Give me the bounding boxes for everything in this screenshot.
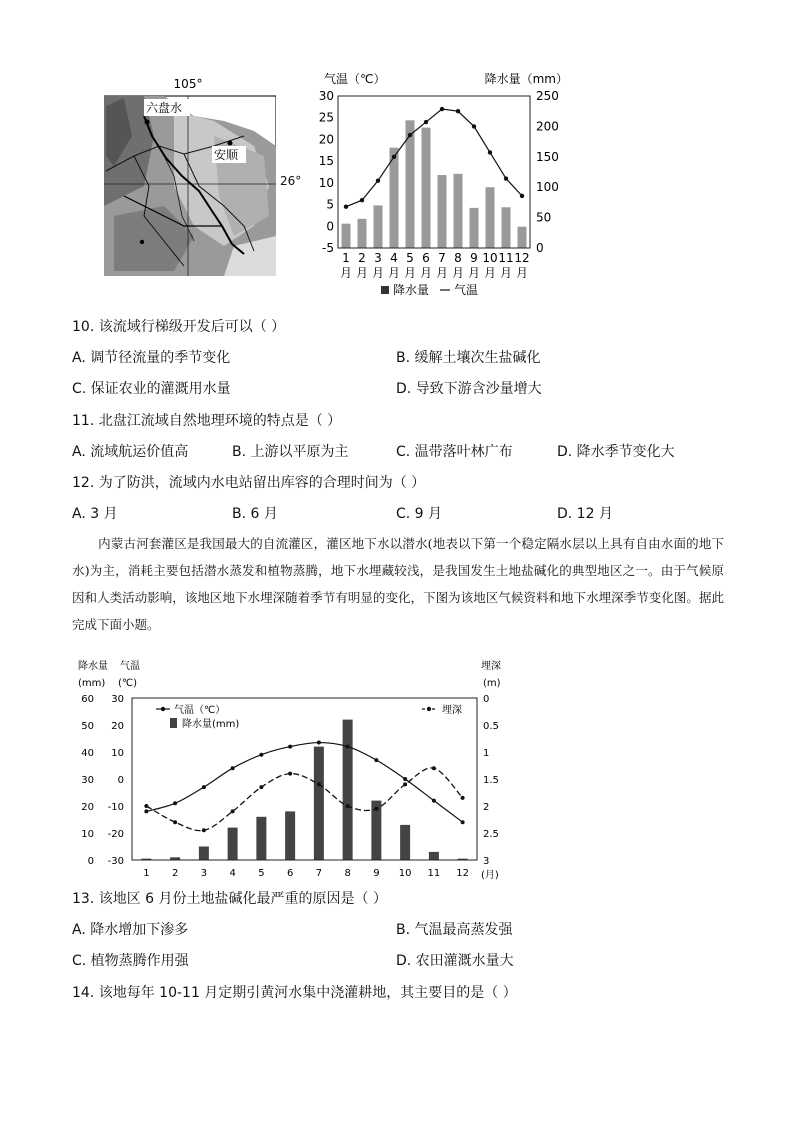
chart1-temp-point — [360, 198, 364, 202]
chart1-precip-bar — [390, 148, 399, 248]
chart1-month-unit: 月 — [483, 266, 497, 280]
q10-option-c[interactable]: C. 保证农业的灌溉用水量 — [72, 381, 231, 397]
chart2-legend-precip: 降水量(mm) — [182, 719, 240, 730]
chart2-precip-tick: 20 — [81, 802, 94, 813]
chart1-month-unit: 月 — [355, 266, 369, 280]
chart2-precip-bar — [429, 852, 439, 860]
chart1-precip-tick: 200 — [536, 119, 559, 134]
chart2-temp-point — [403, 777, 407, 781]
chart1-month-number: 1 — [342, 251, 350, 265]
chart1-temp-tick: 0 — [326, 219, 334, 234]
chart2-depth-label-2: (m) — [483, 678, 501, 689]
chart1-temp-point — [376, 178, 380, 182]
chart1-month-number: 8 — [454, 251, 462, 265]
chart2-depth-label-1: 埋深 — [481, 661, 501, 672]
chart1-precip-bar — [342, 224, 351, 248]
chart2-temp-tick: 20 — [111, 721, 124, 732]
chart2-temp-point — [346, 745, 350, 749]
chart1-temp-point — [344, 205, 348, 209]
chart1-precip-bar — [438, 175, 447, 248]
chart2-depth-point — [231, 809, 235, 813]
chart2-month-label: 3 — [200, 868, 208, 879]
chart1-temp-tick: 15 — [318, 154, 334, 169]
chart1-legend — [381, 282, 478, 297]
chart2-temp-tick: 10 — [111, 748, 124, 759]
chart2-month-label: 2 — [171, 868, 179, 879]
chart1-month-number: 9 — [470, 251, 478, 265]
chart2-precip-tick: 0 — [87, 856, 94, 867]
basin-map — [104, 76, 302, 276]
passage-text: 内蒙古河套灌区是我国最大的自流灌区，灌区地下水以潜水(地表以下第一个稳定隔水层以上具有自由水面的地下水)为主，消耗主要包括潜水蒸发和植物蒸腾，地下水埋藏较浅，是我国发生土地盐碱化的典型地区之一。由于气候原因和人类活动影响，该地区地下水埋深随着季节有明显的变化，下图为该地区气候资料和地下水埋深季节变化图。据此完成下面小题。 — [72, 536, 724, 632]
chart2-depth-tick: 0 — [483, 694, 490, 705]
chart2-depth-tick: 0.5 — [483, 721, 499, 732]
chart2-precip-bar — [285, 811, 295, 860]
chart2-temp-point — [231, 766, 235, 770]
chart1-temp-tick: 25 — [318, 110, 334, 125]
q12-option-a[interactable]: A. 3 月 — [72, 506, 118, 522]
chart2-temp-tick: 0 — [117, 775, 124, 786]
chart2-depth-point — [202, 828, 206, 832]
chart2-month-label: 9 — [373, 868, 380, 879]
chart1-month-number: 5 — [406, 251, 414, 265]
chart2-precip-tick: 40 — [81, 748, 94, 759]
chart2-precip-tick: 50 — [81, 721, 94, 732]
label-liupanshui: 六盘水 — [146, 101, 183, 115]
q12-option-c[interactable]: C. 9 月 — [396, 506, 443, 522]
chart1-precip-bar — [518, 227, 527, 248]
chart2-depth-point — [346, 804, 350, 808]
chart1-precip-tick: 0 — [536, 241, 544, 255]
chart2-precip-bar — [256, 817, 266, 860]
chart1-month-unit: 月 — [387, 266, 401, 280]
chart2-legend — [156, 703, 462, 730]
chart2-precip-bar — [199, 847, 209, 861]
chart2-month-label: 12 — [456, 868, 469, 879]
q12-stem: 12. 为了防洪，流域内水电站留出库容的合理时间为（ ） — [72, 475, 426, 491]
chart1-temp-point — [456, 109, 460, 113]
chart2-temp-point — [259, 753, 263, 757]
chart1-month-unit: 月 — [371, 266, 385, 280]
chart2-depth-point — [259, 785, 263, 789]
chart2-depth-tick: 3 — [483, 856, 490, 867]
chart2-depth-tick: 1.5 — [483, 775, 499, 786]
chart1-month-unit: 月 — [403, 266, 417, 280]
chart2-depth-point — [317, 782, 321, 786]
chart2-temp-point — [144, 809, 148, 813]
chart1-month-unit: 月 — [419, 266, 433, 280]
longitude-label: 105° — [173, 77, 203, 91]
chart1-month-unit: 月 — [515, 266, 529, 280]
label-anshun: 安顺 — [214, 148, 239, 162]
q12-option-d[interactable]: D. 12 月 — [557, 506, 613, 522]
chart2-precip-label-1: 降水量 — [78, 661, 108, 672]
chart2-month-label: 7 — [315, 868, 323, 879]
chart2-temp-point — [173, 801, 177, 805]
q10-option-b[interactable]: B. 缓解土壤次生盐碱化 — [396, 350, 541, 366]
chart2-precip-bar — [343, 720, 353, 860]
q10-option-d[interactable]: D. 导致下游含沙量增大 — [396, 381, 542, 397]
chart1-month-unit: 月 — [339, 266, 353, 280]
chart2-temp-tick: -20 — [107, 829, 124, 840]
latitude-label: 26° — [280, 174, 302, 188]
chart1-left-axis-label: 气温（℃） — [324, 72, 386, 86]
chart2-month-label: 11 — [427, 868, 441, 879]
chart1-temp-point — [520, 194, 524, 198]
chart2-temp-label-1: 气温 — [120, 661, 140, 672]
chart2-temp-tick: 30 — [111, 694, 124, 705]
chart2-month-label: 10 — [398, 868, 412, 879]
q10-option-a[interactable]: A. 调节径流量的季节变化 — [72, 350, 231, 366]
chart1-temp-tick: 20 — [318, 132, 334, 147]
q11-option-b[interactable]: B. 上游以平原为主 — [232, 444, 349, 460]
chart2-precip-bar — [314, 747, 324, 860]
chart1-month-number: 10 — [482, 251, 498, 265]
q11-option-a[interactable]: A. 流域航运价值高 — [72, 444, 189, 460]
chart2-depth-point — [173, 820, 177, 824]
chart1-temp-tick: 5 — [326, 197, 334, 212]
chart2-temp-point — [432, 799, 436, 803]
chart2-legend-depth: 埋深 — [442, 705, 462, 716]
chart1-temp-point — [472, 124, 476, 128]
chart1-month-unit: 月 — [499, 266, 513, 280]
chart2-depth-point — [461, 796, 465, 800]
q13-option-b[interactable]: B. 气温最高蒸发强 — [396, 922, 513, 938]
chart2-month-label: 6 — [286, 868, 294, 879]
q14-stem: 14. 该地每年 10-11 月定期引黄河水集中浇灌耕地，其主要目的是（ ） — [72, 985, 517, 1001]
chart2-depth-line — [146, 768, 462, 831]
chart2-temp-point — [288, 745, 292, 749]
chart2-temp-point — [374, 758, 378, 762]
chart2-legend-temp: 气温（℃） — [174, 705, 226, 716]
chart2-temp-point — [461, 820, 465, 824]
chart2-precip-tick: 10 — [81, 829, 94, 840]
chart1-precip-bar — [502, 207, 511, 248]
chart2-depth-point — [374, 807, 378, 811]
chart2-temp-point — [317, 741, 321, 745]
chart2-depth-point — [144, 804, 148, 808]
chart1-month-number: 12 — [514, 251, 530, 265]
chart1-precip-tick: 150 — [536, 149, 559, 164]
chart1-precip-tick: 250 — [536, 89, 559, 103]
chart2-temp-label-2: (℃) — [118, 678, 138, 689]
chart2-precip-bar — [400, 825, 410, 860]
chart1-temp-point — [408, 133, 412, 137]
chart1-month-number: 6 — [422, 251, 430, 265]
chart2-precip-label-2: (mm) — [78, 678, 106, 689]
chart1-month-unit: 月 — [467, 266, 481, 280]
chart2-temp-tick: -30 — [107, 856, 124, 867]
chart1-month-number: 7 — [438, 251, 446, 265]
chart1-month-number: 3 — [374, 251, 382, 265]
climate-chart-1 — [318, 68, 568, 302]
chart1-precip-bar — [422, 128, 431, 248]
chart1-precip-bar — [358, 219, 367, 248]
chart2-month-label: 1 — [143, 868, 150, 879]
chart1-legend-temp: 气温 — [454, 283, 479, 297]
chart1-temp-point — [504, 176, 508, 180]
chart1-month-unit: 月 — [451, 266, 465, 280]
chart2-month-label: 8 — [344, 868, 351, 879]
q13-option-c[interactable]: C. 植物蒸腾作用强 — [72, 953, 189, 969]
chart1-temp-tick: -5 — [322, 241, 334, 255]
q11-stem: 11. 北盘江流域自然地理环境的特点是（ ） — [72, 413, 342, 429]
q12-option-b[interactable]: B. 6 月 — [232, 506, 278, 522]
chart2-x-unit: (月) — [481, 870, 499, 880]
chart1-month-number: 11 — [498, 251, 514, 265]
chart1-right-axis-label: 降水量（mm） — [484, 72, 568, 86]
chart1-precip-bar — [374, 205, 383, 248]
chart1-precip-bar — [470, 208, 479, 248]
chart1-temp-point — [424, 120, 428, 124]
chart2-temp-line — [146, 743, 462, 823]
q13-stem: 13. 该地区 6 月份土地盐碱化最严重的原因是（ ） — [72, 891, 387, 907]
chart1-temp-point — [392, 155, 396, 159]
q10-stem: 10. 该流域行梯级开发后可以（ ） — [72, 319, 286, 335]
chart1-precip-tick: 100 — [536, 180, 559, 195]
chart1-month-number: 2 — [358, 251, 366, 265]
chart1-month-number: 4 — [390, 251, 398, 265]
chart1-precip-bar — [486, 187, 495, 248]
chart1-legend-precip: 降水量 — [393, 283, 430, 297]
chart2-depth-tick: 2.5 — [483, 829, 499, 840]
q13-option-d[interactable]: D. 农田灌溉水量大 — [396, 953, 514, 969]
chart1-precip-tick: 50 — [536, 210, 552, 225]
chart1-temp-line — [346, 109, 522, 207]
chart2-month-label: 5 — [258, 868, 265, 879]
chart1-precip-bar — [454, 174, 463, 248]
climate-chart-2 — [70, 656, 510, 880]
chart2-precip-tick: 60 — [81, 694, 94, 705]
basin-map-svg — [104, 76, 276, 276]
chart1-temp-point — [440, 107, 444, 111]
chart1-month-unit: 月 — [435, 266, 449, 280]
chart2-depth-tick: 2 — [483, 802, 490, 813]
chart2-temp-tick: -10 — [107, 802, 124, 813]
chart2-temp-point — [202, 785, 206, 789]
chart2-depth-point — [432, 766, 436, 770]
q11-option-c[interactable]: C. 温带落叶林广布 — [396, 444, 513, 460]
chart1-temp-point — [488, 150, 492, 154]
chart2-depth-point — [288, 772, 292, 776]
chart1-temp-tick: 10 — [318, 175, 334, 190]
q11-option-d[interactable]: D. 降水季节变化大 — [557, 444, 675, 460]
chart2-precip-bar — [228, 828, 238, 860]
chart2-month-label: 4 — [229, 868, 236, 879]
q13-option-a[interactable]: A. 降水增加下渗多 — [72, 922, 189, 938]
chart2-depth-point — [403, 782, 407, 786]
chart2-precip-tick: 30 — [81, 775, 94, 786]
chart1-temp-tick: 30 — [318, 89, 334, 103]
chart2-depth-tick: 1 — [483, 748, 490, 759]
passage — [72, 530, 724, 638]
